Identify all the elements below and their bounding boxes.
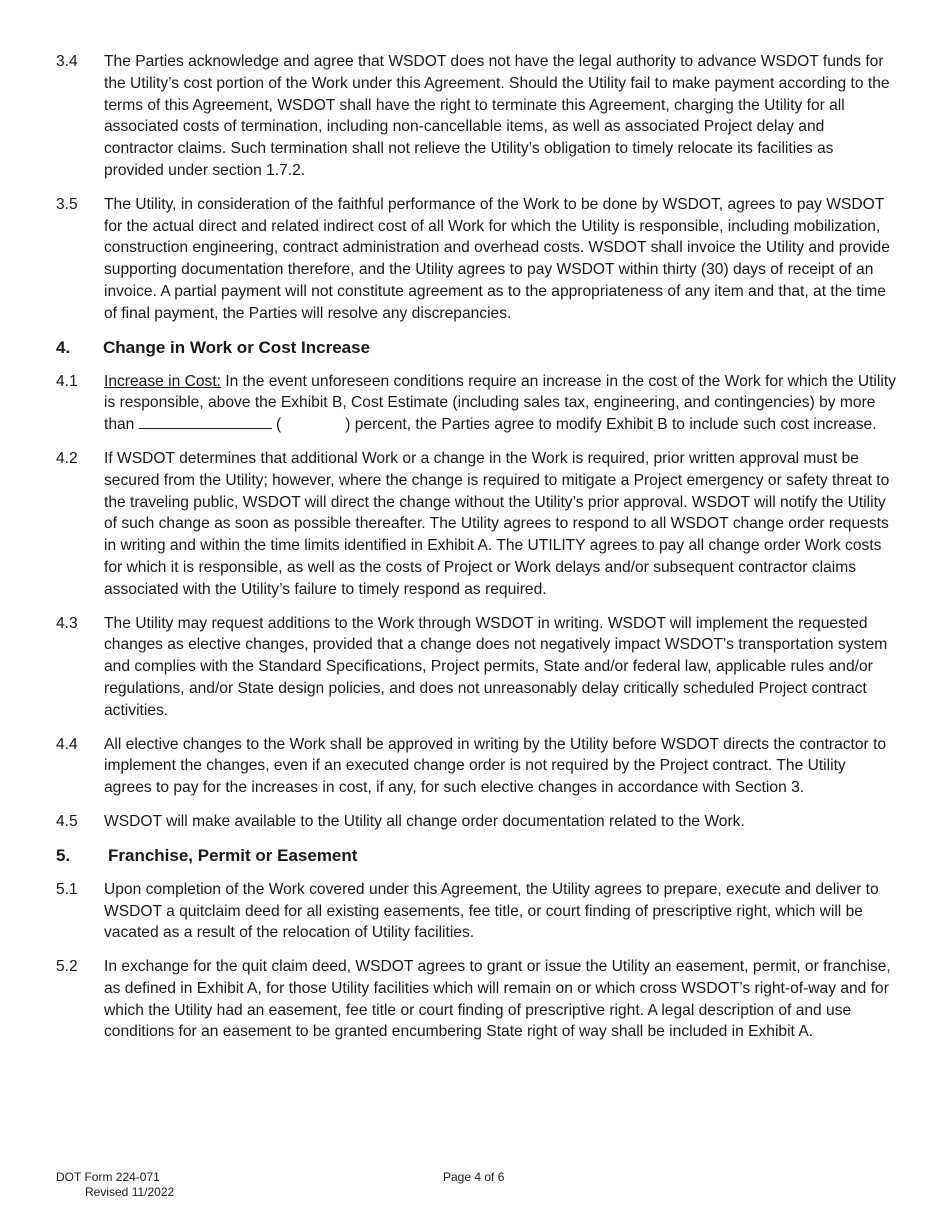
clause-4-4 [56, 734, 896, 799]
clause-text: The Parties acknowledge and agree that WSDOT does not have the legal authority to advance WSDOT funds for the Utility’s cost portion of the Work under this Agreement. Should the Utility fail to make payment according to the terms of this Agreement, WSDOT shall have the right to terminate this Agreement, charging the Utility for all associated costs of termination, including non-cancellable items, as well as associated Project delay and contractor claims. Such termination shall not relieve the Utility’s obligation to timely relocate its facilities as provided under section 1.7.2. [104, 53, 890, 179]
clause-number: 5.2 [56, 958, 78, 976]
clause-text-part-a: In the event unforeseen conditions require an increase in the cost of the Work for which the Utility is responsible, above the Exhibit B, Cost Estimate (including sales tax, engineering, and contingencies) by more than [104, 372, 896, 434]
clause-text: The Utility may request additions to the Work through WSDOT in writing. WSDOT will implement the requested changes as elective changes, provided that a change does not negatively impact WSDOT’s transportation system and complies with the Standard Specifications, Project permits, State and/or federal law, applicable rules and/or regulations, and/or State design policies, and does not unreasonably delay critically scheduled Project contract activities. [104, 614, 888, 719]
clause-text: The Utility, in consideration of the faithful performance of the Work to be done by WSDOT, agrees to pay WSDOT for the actual direct and related indirect cost of all Work for which the Utility is responsible, including mobilization, construction engineering, contract administration and overhead costs. WSDOT shall invoice the Utility and provide supporting documentation therefore, and the Utility agrees to pay WSDOT within thirty (30) days of receipt of an invoice. A partial payment will not constitute agreement as to the appropriateness of any item and that, at the time of final payment, the Parties will resolve any discrepancies. [104, 195, 890, 322]
clause-number: 3.4 [56, 53, 78, 70]
clause-text: Upon completion of the Work covered under this Agreement, the Utility agrees to prepare, execute and deliver to WSDOT a quitclaim deed for all existing easements, fee title, or court finding of prescriptive right, which will be vacated as a result of the relocation of Utility facilities. [104, 880, 879, 942]
clause-3-4 [56, 51, 896, 182]
clause-number: 4.3 [56, 614, 78, 632]
clause-4-2 [56, 448, 896, 601]
section-number: 5. [56, 845, 71, 865]
clause-label: Increase in Cost: [104, 372, 222, 390]
clause-text-part-b: ) percent, the Parties agree to modify Exhibit B to include such cost increase. [345, 416, 877, 434]
document-body [56, 51, 896, 1055]
clause-4-1 [56, 371, 896, 436]
percent-words-blank[interactable] [139, 414, 272, 429]
clause-number: 4.5 [56, 812, 78, 830]
paren-open: ( [271, 416, 282, 434]
clause-number: 4.2 [56, 449, 78, 467]
clause-text: WSDOT will make available to the Utility all change order documentation related to the Work. [104, 812, 745, 830]
page-number: Page 4 of 6 [443, 1170, 505, 1184]
clause-number: 3.5 [56, 195, 78, 213]
clause-text [104, 371, 896, 436]
clause-number: 4.4 [56, 735, 78, 753]
form-number: DOT Form 224-071 [56, 1170, 160, 1184]
clause-3-5 [56, 194, 896, 325]
section-heading-5 [56, 845, 896, 867]
clause-4-3 [56, 613, 896, 722]
clause-number: 5.1 [56, 880, 78, 898]
clause-text: All elective changes to the Work shall be approved in writing by the Utility before WSDOT directs the contractor to implement the changes, even if an executed change order is not required by the Project contract. The Utility agrees to pay for the increases in cost, if any, for such elective changes in accordance with Section 3. [104, 735, 887, 797]
clause-5-2 [56, 956, 896, 1043]
clause-5-1 [56, 879, 896, 944]
clause-text: In exchange for the quit claim deed, WSDOT agrees to grant or issue the Utility an easement, permit, or franchise, as defined in Exhibit A, for those Utility facilities which will remain on or which cross WSDOT’s right-of-way and for which the Utility had an easement, fee title or court finding of prescriptive right. A legal description of and use conditions for an easement to be granted encumbering State right of way shall be included in Exhibit A. [104, 958, 891, 1041]
clause-text: If WSDOT determines that additional Work or a change in the Work is required, prior written approval must be secured from the Utility; however, where the change is required to mitigate a Project emergency or safety threat to the traveling public, WSDOT will direct the change without the Utility’s prior approval. WSDOT will notify the Utility of such change as soon as possible thereafter. The Utility agrees to respond to all WSDOT change order requests in writing and within the time limits identified in Exhibit A. The UTILITY agrees to pay all change order Work costs for which it is responsible, as well as the costs of Project or Work delays and/or subsequent contractor claims associated with the Utility’s failure to timely respond as required. [104, 449, 890, 598]
section-number: 4. [56, 337, 71, 357]
section-title: Franchise, Permit or Easement [108, 845, 358, 865]
section-title: Change in Work or Cost Increase [103, 337, 371, 357]
revision-date: Revised 11/2022 [85, 1185, 175, 1199]
clause-number: 4.1 [56, 372, 78, 390]
clause-4-5 [56, 811, 896, 833]
section-heading-4 [56, 337, 896, 359]
